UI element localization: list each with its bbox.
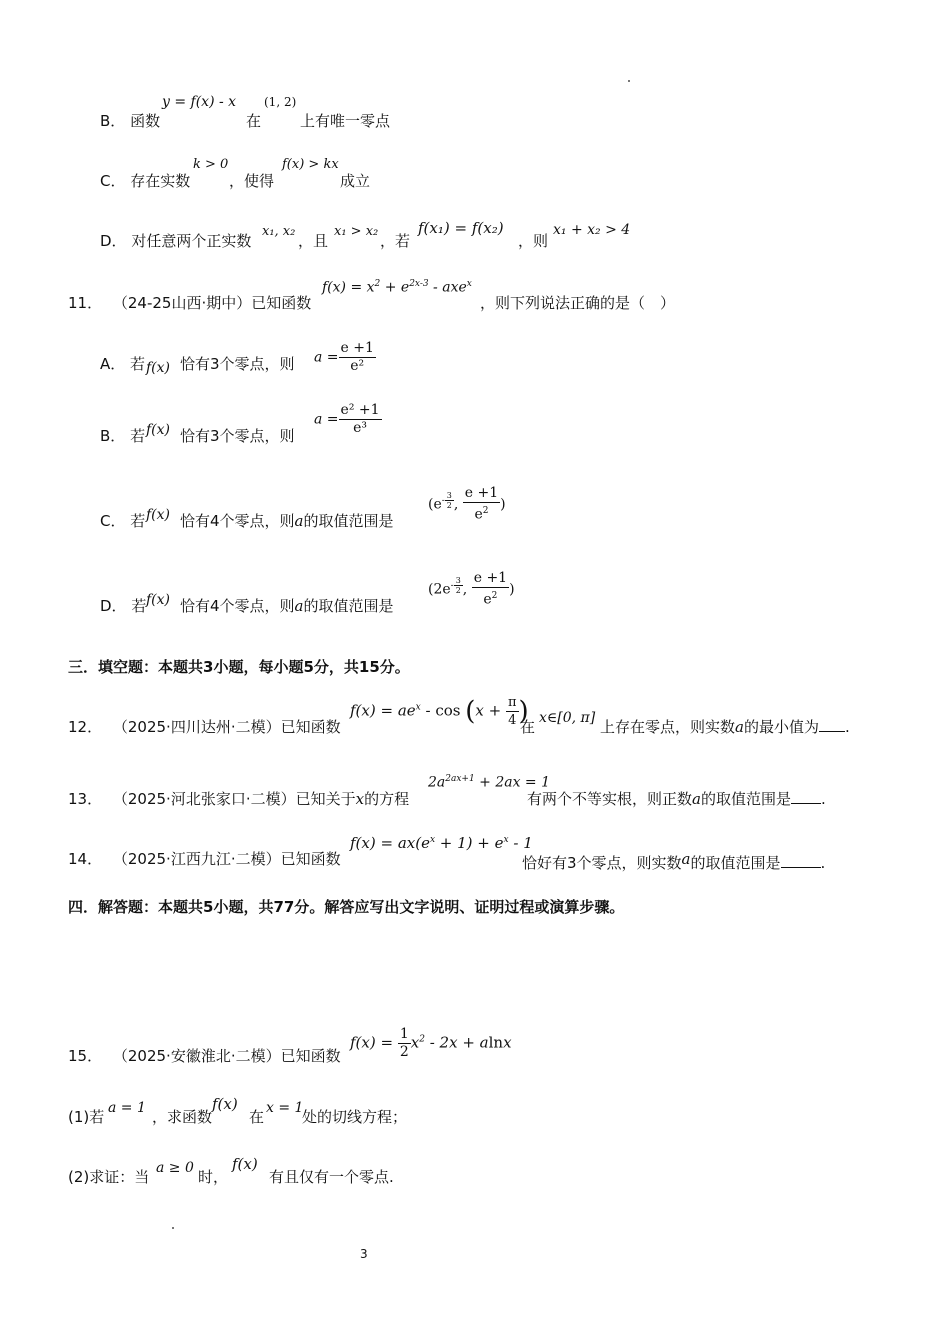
question-text: 的方程 bbox=[364, 790, 410, 808]
option-text: 若 bbox=[130, 512, 146, 530]
option-letter: C． bbox=[100, 512, 126, 530]
question-source: （2025·四川达州·二模）已知函数 bbox=[112, 718, 341, 736]
q11-function: $f(x) = x^2 + e^{2x-3} - axe^x$ bbox=[322, 279, 472, 296]
q11-d-fx: f(x) bbox=[146, 592, 171, 608]
q12-tail bbox=[600, 717, 850, 737]
scan-speck bbox=[172, 1227, 174, 1229]
variable-x: x bbox=[355, 790, 365, 808]
variable-a: a bbox=[681, 850, 691, 868]
q11-a-var: a = bbox=[314, 349, 339, 366]
q11-b-mid: 恰有3个零点，则 bbox=[180, 427, 295, 445]
q15-p2-fx: f(x) bbox=[232, 1155, 258, 1173]
option-letter: B． bbox=[100, 427, 126, 445]
option-text: 若 bbox=[131, 597, 147, 615]
option-letter: D． bbox=[100, 597, 127, 615]
q11-option-a bbox=[100, 354, 145, 374]
q10-d-mid3: ，则 bbox=[518, 232, 549, 250]
q15-stem bbox=[68, 1046, 341, 1066]
q12-stem bbox=[68, 717, 341, 737]
q15-p1-mid: ，求函数 bbox=[152, 1108, 213, 1126]
q14-function: $f(x) = ax(e^x + 1) + e^x - 1$ bbox=[350, 834, 533, 852]
question-number: 11． bbox=[68, 294, 103, 312]
option-text: 恰有4个零点，则 bbox=[180, 512, 295, 530]
option-letter: C． bbox=[100, 172, 126, 190]
q15-p1-post: 处的切线方程； bbox=[302, 1108, 408, 1126]
option-text: 的取值范围是 bbox=[303, 512, 394, 530]
variable-a: a bbox=[294, 512, 304, 530]
variable-a: a bbox=[692, 790, 701, 808]
option-text: 存在实数 bbox=[130, 172, 191, 190]
q15-p2-condition: a ≥ 0 bbox=[156, 1160, 194, 1176]
fraction-numerator: e² +1 bbox=[340, 402, 380, 418]
question-text: 的取值范围是 bbox=[690, 854, 781, 872]
q10-option-b bbox=[100, 111, 160, 131]
answer-blank[interactable] bbox=[819, 717, 845, 732]
q10-d-compare: x₁ > x₂ bbox=[334, 224, 379, 239]
question-source: （24-25山西·期中）已知函数 bbox=[112, 294, 312, 312]
option-text: 若 bbox=[130, 427, 146, 445]
q11-c-fx: f(x) bbox=[146, 507, 171, 523]
q15-p2-mid: 时， bbox=[198, 1168, 229, 1186]
option-text: 的取值范围是 bbox=[303, 597, 394, 615]
q13-equation: $2a^{2ax+1} + 2ax = 1$ bbox=[428, 774, 551, 791]
question-number: 12． bbox=[68, 718, 103, 736]
section-3-title: 三．填空题：本题共3小题，每小题5分，共15分。 bbox=[68, 658, 410, 676]
option-letter: A． bbox=[100, 355, 126, 373]
q11-option-d bbox=[100, 596, 146, 616]
q14-tail bbox=[522, 849, 825, 873]
q14-stem bbox=[68, 849, 341, 869]
option-letter: B． bbox=[100, 112, 126, 130]
q12-domain: x∈[0, π] bbox=[539, 710, 596, 726]
q11-b-fx: f(x) bbox=[146, 422, 171, 438]
fraction-numerator: e +1 bbox=[340, 340, 374, 356]
q11-b-var: a = bbox=[314, 411, 339, 428]
q10-option-d bbox=[100, 231, 251, 251]
q11-post: ，则下列说法正确的是（ ） bbox=[480, 294, 676, 312]
q10-c-condition: k > 0 bbox=[193, 157, 229, 172]
q11-b-value bbox=[314, 402, 382, 437]
option-letter: D． bbox=[100, 232, 127, 250]
question-text: 的取值范围是 bbox=[700, 790, 791, 808]
q11-d-mid bbox=[180, 596, 394, 616]
q11-d-range: ($2e^{- \frac{3}{2}}$ , $\frac{e +1}{e^2}$ ) bbox=[428, 570, 515, 608]
question-text: 有两个不等实根，则正数 bbox=[527, 790, 693, 808]
q10-b-post: 上有唯一零点 bbox=[300, 112, 391, 130]
scan-speck bbox=[628, 80, 630, 82]
variable-a: a bbox=[294, 597, 304, 615]
q15-p1-point: x = 1 bbox=[266, 1100, 304, 1116]
q15-p1-at: 在 bbox=[249, 1108, 265, 1126]
question-source: （2025·安徽淮北·二模）已知函数 bbox=[112, 1047, 341, 1065]
q10-b-function: y = f(x) - x bbox=[162, 94, 237, 110]
section-4-title: 四．解答题：本题共5小题，共77分。解答应写出文字说明、证明过程或演算步骤。 bbox=[68, 898, 625, 916]
option-text: 恰有4个零点，则 bbox=[180, 597, 295, 615]
q11-stem bbox=[68, 293, 311, 313]
q12-function: $f(x) = ae^x - \cos (x$ + $\frac{\pi}{4}$ ) bbox=[350, 695, 529, 728]
q10-option-c bbox=[100, 171, 190, 191]
option-text: 若 bbox=[130, 355, 146, 373]
option-text: 函数 bbox=[130, 112, 161, 130]
question-source: （2025·河北张家口·二模）已知关于 bbox=[112, 790, 356, 808]
q10-b-in: 在 bbox=[246, 112, 262, 130]
q10-d-mid2: ，若 bbox=[380, 232, 411, 250]
fraction-denominator: e³ bbox=[353, 420, 367, 436]
q15-p2-post: 有且仅有一个零点. bbox=[269, 1168, 394, 1186]
fraction-denominator: e² bbox=[350, 358, 365, 374]
period: . bbox=[844, 718, 850, 736]
q10-c-inequality: f(x) > kx bbox=[282, 157, 339, 172]
q10-d-mid1: ，且 bbox=[298, 232, 329, 250]
page-number: 3 bbox=[360, 1247, 368, 1261]
question-number: 13． bbox=[68, 790, 103, 808]
question-number: 14． bbox=[68, 850, 103, 868]
q15-part-1: (1)若 bbox=[68, 1108, 105, 1126]
q10-b-interval: (1, 2) bbox=[264, 95, 297, 109]
q10-d-vars: x₁, x₂ bbox=[262, 224, 296, 239]
q11-a-mid: 恰有3个零点，则 bbox=[180, 355, 295, 373]
q15-function: f(x) = $\frac{1}{2}$ $x^2 - 2x + alnx$ bbox=[350, 1026, 512, 1060]
q13-stem bbox=[68, 789, 409, 809]
q10-c-post: 成立 bbox=[340, 172, 371, 190]
q11-c-mid bbox=[180, 511, 394, 531]
question-text: 恰好有3个零点，则实数 bbox=[522, 854, 682, 872]
option-text: 对任意两个正实数 bbox=[131, 232, 252, 250]
q15-part-2: (2)求证：当 bbox=[68, 1168, 150, 1186]
q12-in: 在 bbox=[520, 718, 536, 736]
q11-option-c bbox=[100, 511, 145, 531]
period: . bbox=[820, 790, 826, 808]
q15-p1-fx: f(x) bbox=[212, 1095, 238, 1113]
q11-option-b bbox=[100, 426, 145, 446]
answer-blank[interactable] bbox=[781, 853, 821, 868]
answer-blank[interactable] bbox=[791, 789, 821, 804]
q15-p1-condition: a = 1 bbox=[108, 1100, 146, 1116]
q10-c-mid: ，使得 bbox=[229, 172, 275, 190]
q10-d-conclusion: x₁ + x₂ > 4 bbox=[553, 222, 631, 238]
q11-a-value bbox=[314, 340, 376, 375]
period: . bbox=[820, 854, 826, 872]
q11-a-fraction bbox=[339, 340, 376, 375]
q13-tail bbox=[527, 789, 826, 809]
question-number: 15． bbox=[68, 1047, 103, 1065]
q11-a-fx: f(x) bbox=[146, 360, 171, 376]
variable-a: a bbox=[735, 718, 744, 736]
q10-d-equation: f(x₁) = f(x₂) bbox=[418, 219, 504, 237]
question-source: （2025·江西九江·二模）已知函数 bbox=[112, 850, 341, 868]
question-text: 上存在零点，则实数 bbox=[600, 718, 736, 736]
question-text: 的最小值为 bbox=[743, 718, 819, 736]
q11-b-fraction bbox=[339, 402, 382, 437]
q11-c-range: ($e^{- \frac{3}{2}}$ , $\frac{e +1}{e^2}$ ) bbox=[428, 485, 506, 523]
